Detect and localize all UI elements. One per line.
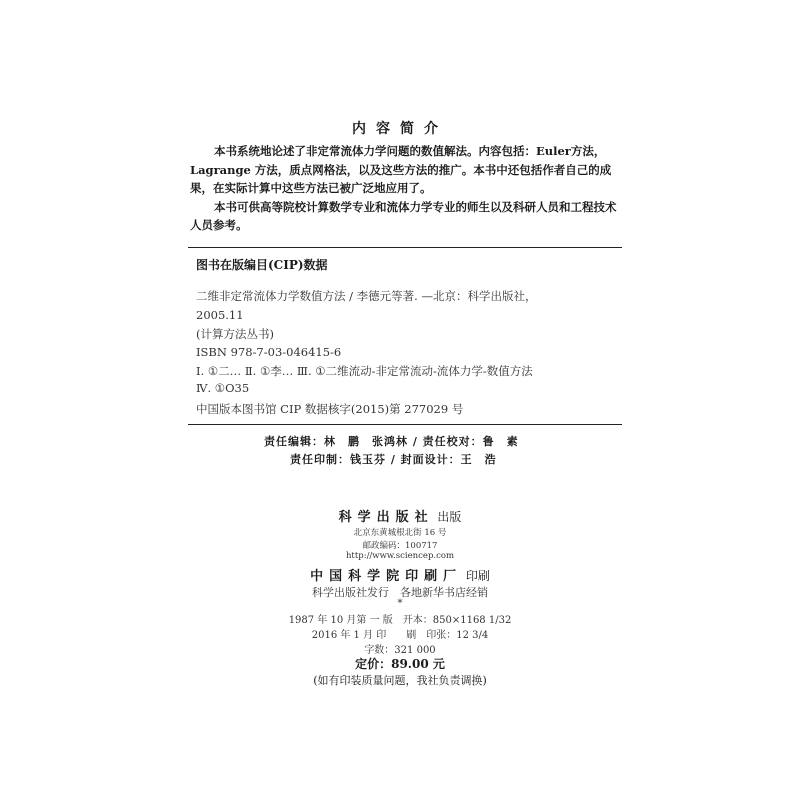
- divider-top: [188, 247, 622, 248]
- staff-line-1: 责任编辑：林 鹏 张鸿林 / 责任校对：鲁 素: [264, 435, 519, 448]
- publisher-action: 出版: [437, 510, 462, 524]
- page-title: 内容简介: [352, 121, 448, 137]
- price: 定价：89.00 元: [355, 657, 445, 671]
- cip-line-6: Ⅳ. ①O35: [196, 381, 250, 395]
- edition-line-1: 1987 年 10 月第 一 版 开本：850×1168 1/32: [288, 615, 512, 626]
- divider-bottom: [188, 424, 622, 425]
- printer-action: 印刷: [465, 569, 490, 583]
- intro-paragraph-1: 本书系统地论述了非定常流体力学问题的数值解法。内容包括：Euler方法，Lagrange 方法，质点网格法，以及这些方法的推广。本书中还包括作者自己的成果，在实际计算中这些方法已被广泛地应用了。: [190, 144, 612, 195]
- intro-section: [190, 142, 620, 235]
- distribution-line: 科学出版社发行 各地新华书店经销: [312, 586, 488, 599]
- cip-line-3: (计算方法丛书): [196, 327, 274, 341]
- cip-heading: 图书在版编目(CIP)数据: [196, 258, 328, 272]
- printer-name: 中国科学院印刷厂: [310, 569, 463, 584]
- publisher-name: 科学出版社: [338, 510, 434, 525]
- staff-line-2: 责任印制：钱玉芬 / 封面设计：王 浩: [290, 453, 497, 466]
- publisher-website: http://www.sciencep.com: [345, 551, 455, 561]
- edition-line-2: 2016 年 1 月 印 刷 印张：12 3/4: [311, 630, 489, 641]
- cip-line-7: 中国版本图书馆 CIP 数据核字(2015)第 277029 号: [196, 402, 464, 416]
- cip-line-5: Ⅰ. ①二… Ⅱ. ①李… Ⅲ. ①二维流动-非定常流动-流体力学-数值方法: [196, 364, 533, 378]
- cip-line-4: ISBN 978-7-03-046415-6: [196, 345, 342, 359]
- edition-line-3: 字数：321 000: [364, 645, 436, 656]
- quality-note: (如有印装质量问题，我社负责调换): [313, 674, 487, 687]
- cip-line-2: 2005.11: [196, 308, 244, 322]
- publisher-address: 北京东黄城根北街 16 号: [353, 528, 447, 538]
- publisher-postcode: 邮政编码：100717: [362, 541, 438, 551]
- publisher-line: [0, 506, 800, 525]
- printer-line: [0, 565, 800, 584]
- separator-star: *: [397, 598, 403, 609]
- cip-line-1: 二维非定常流体力学数值方法 / 李德元等著. —北京：科学出版社，: [196, 289, 537, 303]
- intro-paragraph-2: 本书可供高等院校计算数学专业和流体力学专业的师生以及科研人员和工程技术人员参考。: [190, 199, 617, 232]
